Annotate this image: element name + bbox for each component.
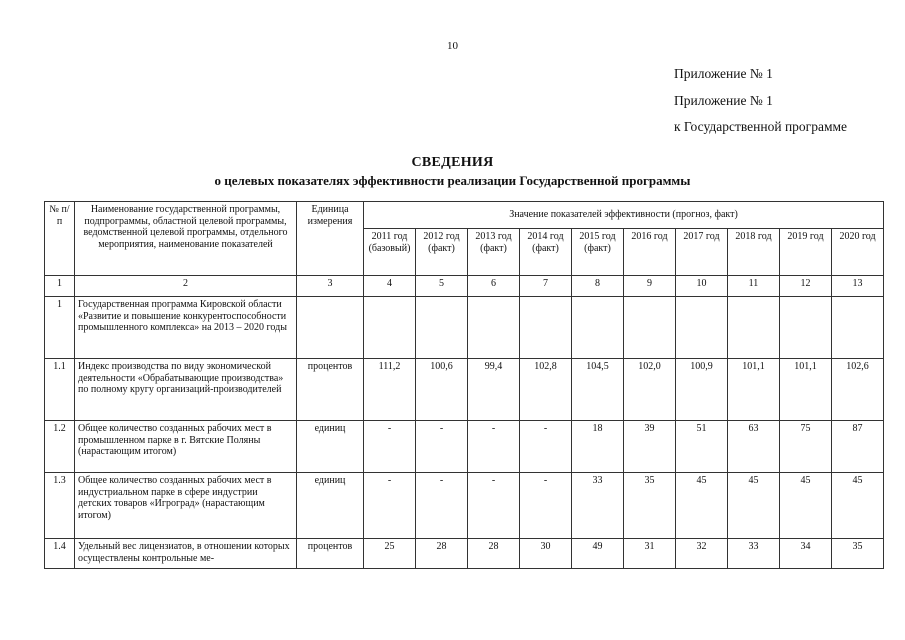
- row-name: Общее количество созданных рабочих мест в промышленном парке в г. Вятские Поляны (нарастающим итогом): [75, 421, 297, 473]
- row-value: [416, 297, 468, 359]
- row-value: 87: [832, 421, 884, 473]
- row-name: Государственная программа Кировской области «Развитие и повышение конкурентоспособности промышленного комплекса» на 2013 – 2020 годы: [75, 297, 297, 359]
- header-year: 2019 год: [780, 229, 832, 276]
- header-year: 2018 год: [728, 229, 780, 276]
- row-value: 102,8: [520, 359, 572, 421]
- row-value: 25: [364, 539, 416, 569]
- row-value: 33: [572, 473, 624, 539]
- row-value: 39: [624, 421, 676, 473]
- row-value: -: [468, 473, 520, 539]
- row-value: 101,1: [780, 359, 832, 421]
- indicators-table: [44, 201, 884, 569]
- document-title: СВЕДЕНИЯ: [411, 155, 494, 170]
- row-unit: процентов: [297, 539, 364, 569]
- row-value: 111,2: [364, 359, 416, 421]
- row-num: 1: [45, 297, 75, 359]
- row-value: 99,4: [468, 359, 520, 421]
- row-unit: единиц: [297, 473, 364, 539]
- row-value: 51: [676, 421, 728, 473]
- page-number: 10: [447, 40, 458, 52]
- row-value: 104,5: [572, 359, 624, 421]
- row-value: 45: [780, 473, 832, 539]
- row-value: -: [364, 421, 416, 473]
- row-name: Индекс производства по виду экономической деятельности «Обрабатывающие производства» по полному кругу организаций-производителей: [75, 359, 297, 421]
- column-number: 11: [728, 276, 780, 297]
- row-value: 75: [780, 421, 832, 473]
- column-number-row: [45, 276, 884, 297]
- row-num: 1.1: [45, 359, 75, 421]
- row-name: Общее количество созданных рабочих мест в индустриальном парке в сфере индустрии детских товаров «Игроград» (нарастающим итогом): [75, 473, 297, 539]
- appendix-line-3: к Государственной программе: [674, 119, 848, 134]
- row-value: 102,0: [624, 359, 676, 421]
- row-value: 102,6: [832, 359, 884, 421]
- row-unit: [297, 297, 364, 359]
- row-value: -: [520, 473, 572, 539]
- row-value: -: [364, 473, 416, 539]
- row-unit: единиц: [297, 421, 364, 473]
- table-row: [45, 539, 884, 569]
- row-value: 45: [676, 473, 728, 539]
- column-number: 1: [45, 276, 75, 297]
- row-value: 35: [624, 473, 676, 539]
- row-value: 33: [728, 539, 780, 569]
- header-year: 2012 год (факт): [416, 229, 468, 276]
- row-value: 34: [780, 539, 832, 569]
- header-row-top: [45, 202, 884, 229]
- column-number: 4: [364, 276, 416, 297]
- appendix-line-1: Приложение № 1: [674, 66, 773, 81]
- header-year: 2020 год: [832, 229, 884, 276]
- column-number: 6: [468, 276, 520, 297]
- row-value: [468, 297, 520, 359]
- row-num: 1.3: [45, 473, 75, 539]
- header-year: 2011 год (базовый): [364, 229, 416, 276]
- row-value: -: [416, 421, 468, 473]
- header-name: Наименование государственной программы, подпрограммы, областной целевой программы, ведомственной целевой программы, отдельного мероприятия, наименование показателей: [75, 202, 297, 276]
- row-num: 1.4: [45, 539, 75, 569]
- row-value: [624, 297, 676, 359]
- column-number: 8: [572, 276, 624, 297]
- row-value: [728, 297, 780, 359]
- row-value: 28: [468, 539, 520, 569]
- header-year: 2013 год (факт): [468, 229, 520, 276]
- row-value: [572, 297, 624, 359]
- row-value: -: [520, 421, 572, 473]
- row-value: 101,1: [728, 359, 780, 421]
- row-value: 28: [416, 539, 468, 569]
- row-value: -: [468, 421, 520, 473]
- column-number: 13: [832, 276, 884, 297]
- row-value: 100,6: [416, 359, 468, 421]
- row-value: [676, 297, 728, 359]
- header-year: 2015 год (факт): [572, 229, 624, 276]
- row-value: 35: [832, 539, 884, 569]
- table-row: [45, 297, 884, 359]
- header-year: 2017 год: [676, 229, 728, 276]
- document-subtitle: о целевых показателях эффективности реализации Государственной программы: [214, 173, 691, 188]
- table-row: [45, 421, 884, 473]
- row-value: -: [416, 473, 468, 539]
- column-number: 10: [676, 276, 728, 297]
- row-value: 100,9: [676, 359, 728, 421]
- column-number: 9: [624, 276, 676, 297]
- header-values-group: Значение показателей эффективности (прогноз, факт): [364, 202, 884, 229]
- header-year: 2016 год: [624, 229, 676, 276]
- row-value: [520, 297, 572, 359]
- row-value: 31: [624, 539, 676, 569]
- column-number: 12: [780, 276, 832, 297]
- row-name: Удельный вес лицензиатов, в отношении которых осуществлены контрольные ме-: [75, 539, 297, 569]
- column-number: 7: [520, 276, 572, 297]
- column-number: 2: [75, 276, 297, 297]
- header-unit: Единица измерения: [297, 202, 364, 276]
- row-num: 1.2: [45, 421, 75, 473]
- row-value: [364, 297, 416, 359]
- row-value: 30: [520, 539, 572, 569]
- column-number: 5: [416, 276, 468, 297]
- row-value: [780, 297, 832, 359]
- table-row: [45, 473, 884, 539]
- row-unit: процентов: [297, 359, 364, 421]
- row-value: 63: [728, 421, 780, 473]
- appendix-line-2: Приложение № 1: [674, 93, 773, 108]
- header-num: № п/п: [45, 202, 75, 276]
- header-year: 2014 год (факт): [520, 229, 572, 276]
- row-value: 32: [676, 539, 728, 569]
- row-value: 18: [572, 421, 624, 473]
- row-value: 45: [832, 473, 884, 539]
- row-value: 45: [728, 473, 780, 539]
- column-number: 3: [297, 276, 364, 297]
- row-value: 49: [572, 539, 624, 569]
- table-row: [45, 359, 884, 421]
- row-value: [832, 297, 884, 359]
